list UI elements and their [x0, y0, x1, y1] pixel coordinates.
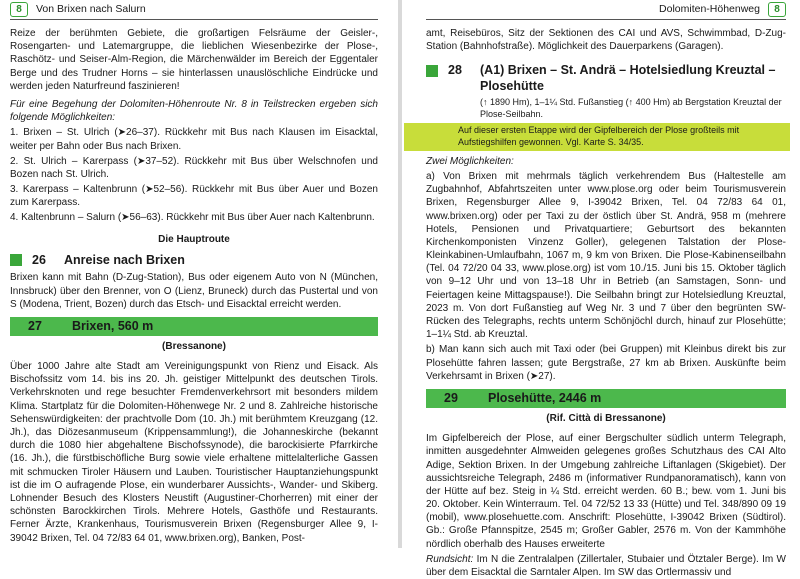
- intro-paragraph: Reize der berühmten Gebiete, die großartigen Felsräume der Geisler-, Rosengarten- und Latemargruppe, die lieblichen Wiesenbezirke der Plose-, Raschötz- und Seiser-Alm-Region, die Märchenwälder im Bereich der Eggentaler Berge und des Trudner Horns – sie hinterlassen unauslöschliche Eindrücke und werden jeden Naturfreund faszinieren!: [10, 28, 378, 92]
- section-28-heading: [426, 63, 786, 94]
- section-number: 26: [32, 252, 46, 267]
- section-number: 29: [444, 391, 458, 406]
- section-28-subtitle: (↑ 1890 Hm), 1–1¼ Std. Fußanstieg (↑ 400 Hm) ab Bergstation Kreuztal der Plose-Seilbahn.: [480, 96, 782, 119]
- section-title: Plosehütte, 2446 m: [488, 391, 602, 406]
- running-title: Dolomiten-Höhenweg: [659, 2, 760, 15]
- options-heading: Zwei Möglichkeiten:: [426, 155, 514, 167]
- section-title: (A1) Brixen – St. Andrä – Hotelsiedlung Kreuztal – Plosehütte: [480, 63, 776, 93]
- section-marker-icon: [10, 254, 22, 266]
- section-26-text: Brixen kann mit Bahn (D-Zug-Station), Bus oder eigenem Auto von N (München, Innsbruck) über den Brenner, von O (Lienz, Bruneck) durch das Pustertal und von S (Modena, Trient, Bozen) durch das Etsch- und Eisacktal erreicht werden.: [10, 272, 378, 310]
- section-marker-icon: [426, 65, 438, 77]
- running-title: Von Brixen nach Salurn: [36, 2, 146, 15]
- option-a-text: a) Von Brixen mit mehrmals täglich verkehrendem Bus (Haltestelle am Zugbahnhof, Abfahrtszeiten unter www.plose.org oder beim Tourismusverein Brixen, Regensburger Allee 9, I-39042 Brixen, Tel. 04 72/83 64 01, www.brixen.org) oder per Taxi zu der östlich über St. Andrä, 958 m (mehrere Hotels, Pensionen und Privatquartiere; Geburtsort des bekannten Kirchenkomponisten Vinzenz Goller), gelegenen Talstation der Plose-Kleinkabinen-Umlaufbahn, 1067 m, 9 km von Brixen. Die Plose-Kabinenseilbahn (Tel. 04 72/20 04 33, www.plose.org) ist vom 10./15. Juni bis 15. Oktober täglich von 9–12 Uhr und von 13–18 Uhr in Betrieb (an Samstagen, Sonn- und Feiertagen keine Mittagspause!). Die Seilbahn bringt zur Hotelsiedlung Kreuztal, 2023 m. Von dort Fußanstieg auf Weg Nr. 3 und 7 über den begrünten SW-Rücken des Telegraphs, rechts unterm Schönjöchl durch, hinauf zur Plosehütte; 1–1¼ Std. ab Kreuztal.: [426, 170, 786, 341]
- section-27-heading: [10, 317, 378, 336]
- variant-item: 1. Brixen – St. Ulrich (➤26–37). Rückkehr mit Bus nach Klausen im Eisacktal, weiter per Bahn oder Bus nach Brixen.: [10, 127, 378, 152]
- continued-text: amt, Reisebüros, Sitz der Sektionen des CAI und AVS, Schwimmbad, D-Zug-Station (Bahnhofstraße). Möglichkeit des Dauerparkens (Garagen).: [426, 28, 786, 53]
- running-head-left: [10, 0, 378, 20]
- main-route-heading: Die Hauptroute: [158, 233, 230, 245]
- section-26-heading: [10, 252, 378, 269]
- chapter-badge: 8: [10, 2, 28, 17]
- running-head-right: [426, 0, 786, 20]
- left-page: [0, 0, 392, 548]
- section-27-subtitle: (Bressanone): [162, 340, 226, 352]
- section-29-subtitle: (Rif. Città di Bressanone): [546, 412, 666, 424]
- section-29-text: Im Gipfelbereich der Plose, auf einer Bergschulter südlich unterm Telegraph, inmitten ausgedehnter Almweiden gelegenes großes Schutzhaus des CAI Alto Adige, Sektion Brixen. In der Umgebung zahlreiche Liftanlagen (Skigebiet). Der aussichtsreiche Telegraph, 2486 m (informativer Rundpanoramatisch), kann von der Hütte auf bez. Steig in ¼ Std. erreicht werden. 60 B.; bew. vom 1. Juni bis 20. Oktober. Kein Winterraum. Tel. 04 72/52 13 33 (Hütte) und Tel. 348/890 09 19 (mobil), www.plosehuette.com. Anschrift: Plosehütte, I-39042 Brixen (Südtirol). Gb.: Große Pfannspitze, 2545 m; Großer Gabler, 2576 m. Von der Kammhöhe nördlich oberhalb des Hauses erweiterte: [426, 433, 786, 550]
- variant-item: 4. Kaltenbrunn – Salurn (➤56–63). Rückkehr mit Bus über Auer nach Kaltenbrunn.: [10, 212, 375, 224]
- section-title: Brixen, 560 m: [72, 319, 154, 334]
- section-29-heading: [426, 389, 786, 408]
- variant-item: 2. St. Ulrich – Karerpass (➤37–52). Rückkehr mit Bus über Welschnofen und Bozen nach St. Ulrich.: [10, 155, 378, 180]
- section-28-highlight: Auf dieser ersten Etappe wird der Gipfelbereich der Plose großteils mit Aufstiegshilfen gewonnen. Vgl. Karte S. 34/35.: [404, 123, 790, 150]
- right-page: [404, 0, 796, 578]
- section-27-text: Über 1000 Jahre alte Stadt am Vereinigungspunkt von Rienz und Eisack. Als Bischofssitz vom 14. bis ins 20. Jh. geistiger Mittelpunkt des deutschen Tirols. Verkehrsknoten und rege besuchter Fremdenverkehrsort mit besonders mildem Klima. Startplatz für die Dolomiten-Höhenwege Nr. 2 und 8. Zahlreiche historische Sehenswürdigkeiten: der prachtvolle Dom (10. Jh.) mit berühmtem Kreuzgang (12. Jh.), das Diözesanmuseum (Krippensammlung!), die Johanneskirche (bekannt durch die 1080 hier abgehaltene Bischofssynode), die barockisierte Pfarrkirche (16. Jh.), die fürstbischöfliche Burg sowie viele erhaltene mittelalterliche Gassen mit schmucken Tiroler Häusern und Lauben. Touristischer Hauptanziehungspunkt ist die im O aufragende Plose, ein wunderbarer Aussichts-, Wander- und Skiberg. Lohnender Besuch des Klosters Neustift (Augustiner-Chorherren) mit einer der schönsten Barockkirchen Tirols. Mehrere Hotels, Gasthöfe und Restaurants. Ferner Ärzte, Krankenhaus, Tourismusverein Brixen (Regensburger Allee 9, I-39042 Brixen, Tel. 04 72/83 64 01, www.brixen.org), Banken, Post-: [10, 361, 378, 544]
- rundsicht-text: Im N die Zentralalpen (Zillertaler, Stubaier und Ötztaler Berge). Im W über dem Eisacktal die Sarntaler Alpen. Im SW das Ortlermassiv und: [426, 553, 786, 578]
- rundsicht-paragraph: [426, 553, 786, 579]
- variants-intro: Für eine Begehung der Dolomiten-Höhenroute Nr. 8 in Teilstrecken ergeben sich folgende Möglichkeiten:: [10, 98, 378, 124]
- rundsicht-label: Rundsicht:: [426, 553, 474, 565]
- section-number: 27: [28, 319, 42, 334]
- option-b-text: b) Man kann sich auch mit Taxi oder (bei Gruppen) mit Kleinbus direkt bis zur Plosehütte fahren lassen; gute Bergstraße, 27 km ab Brixen. Auskünfte beim Verkehrsamt in Brixen (➤27).: [426, 344, 786, 382]
- page-gutter: [398, 0, 402, 548]
- chapter-badge: 8: [768, 2, 786, 17]
- section-title: Anreise nach Brixen: [64, 252, 185, 267]
- section-number: 28: [448, 63, 462, 78]
- variant-item: 3. Karerpass – Kaltenbrunn (➤52–56). Rückkehr mit Bus über Auer und Bozen zum Karerpass.: [10, 184, 378, 209]
